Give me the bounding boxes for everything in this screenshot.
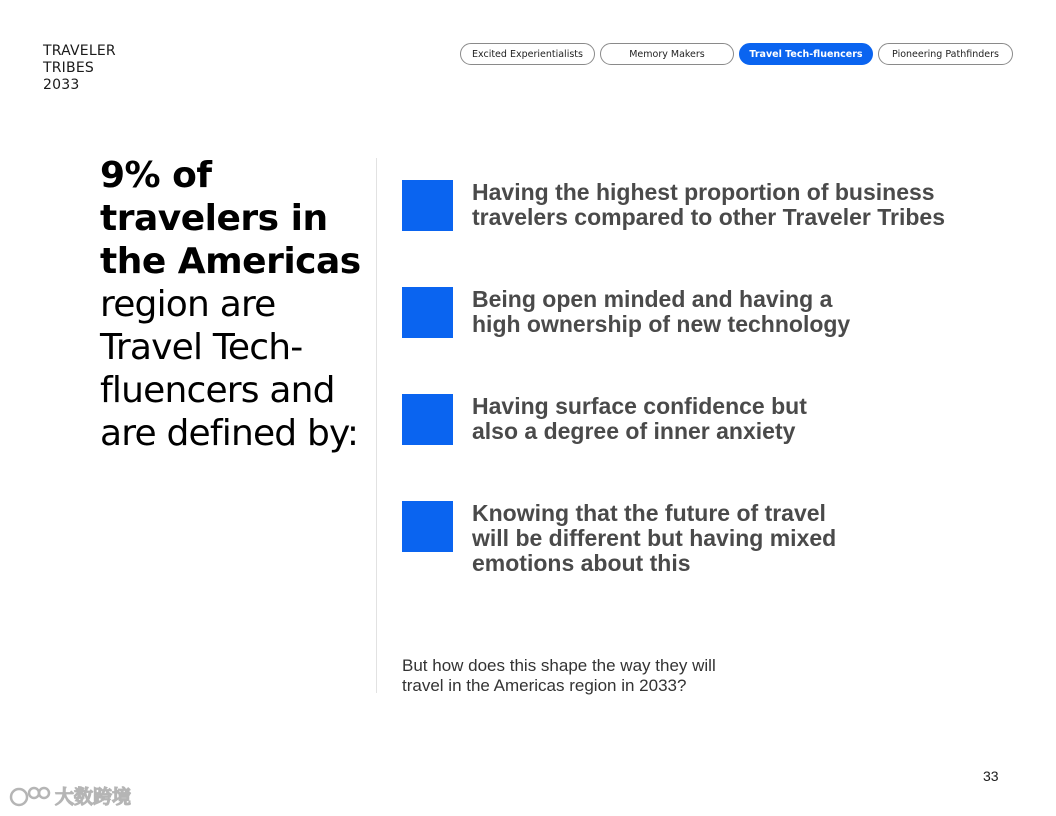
trait-line: travelers compared to other Traveler Tribes [472,204,945,230]
headline-light-line: Travel Tech- [100,327,303,368]
trait-text [472,394,807,444]
question-line: travel in the Americas region in 2033? [402,676,687,695]
trait-item [402,394,807,445]
watermark-text: 大数跨境 [55,786,132,808]
trait-text [472,501,836,576]
closing-question [402,656,716,696]
headline-light-line: fluencers and [100,370,335,411]
page-headline [100,154,370,455]
watermark-logo-icon [8,783,52,809]
brand-line: TRAVELER [43,43,116,59]
trait-item [402,180,945,231]
brand-logo [43,43,116,94]
brand-line: TRIBES [43,60,94,76]
headline-bold-line: travelers in [100,198,328,239]
bullet-square-icon [402,501,453,552]
headline-bold-line: the Americas [100,241,361,282]
tribe-tabs [460,43,1013,65]
bullet-square-icon [402,287,453,338]
trait-item [402,501,836,576]
brand-line: 2033 [43,77,80,93]
trait-line: high ownership of new technology [472,311,851,337]
headline-bold-line: 9% of [100,155,212,196]
headline-light-line: region are [100,284,276,325]
trait-line: Being open minded and having a [472,286,833,312]
tab-memory-makers[interactable]: Memory Makers [600,43,734,65]
question-line: But how does this shape the way they will [402,656,716,675]
trait-line: also a degree of inner anxiety [472,418,796,444]
headline-light-line: are defined by: [100,413,359,454]
trait-line: emotions about this [472,550,691,576]
bullet-square-icon [402,180,453,231]
vertical-divider [376,158,377,693]
trait-line: Knowing that the future of travel [472,500,826,526]
trait-item [402,287,850,338]
trait-text [472,180,945,230]
bullet-square-icon [402,394,453,445]
tab-excited-experientialists[interactable]: Excited Experientialists [460,43,595,65]
page-number: 33 [983,768,999,784]
watermark [8,782,131,809]
trait-line: Having surface confidence but [472,393,807,419]
trait-line: will be different but having mixed [472,525,837,551]
trait-text [472,287,850,337]
tab-pioneering-pathfinders[interactable]: Pioneering Pathfinders [878,43,1013,65]
tab-travel-tech-fluencers[interactable]: Travel Tech-fluencers [739,43,873,65]
trait-line: Having the highest proportion of business [472,179,935,205]
